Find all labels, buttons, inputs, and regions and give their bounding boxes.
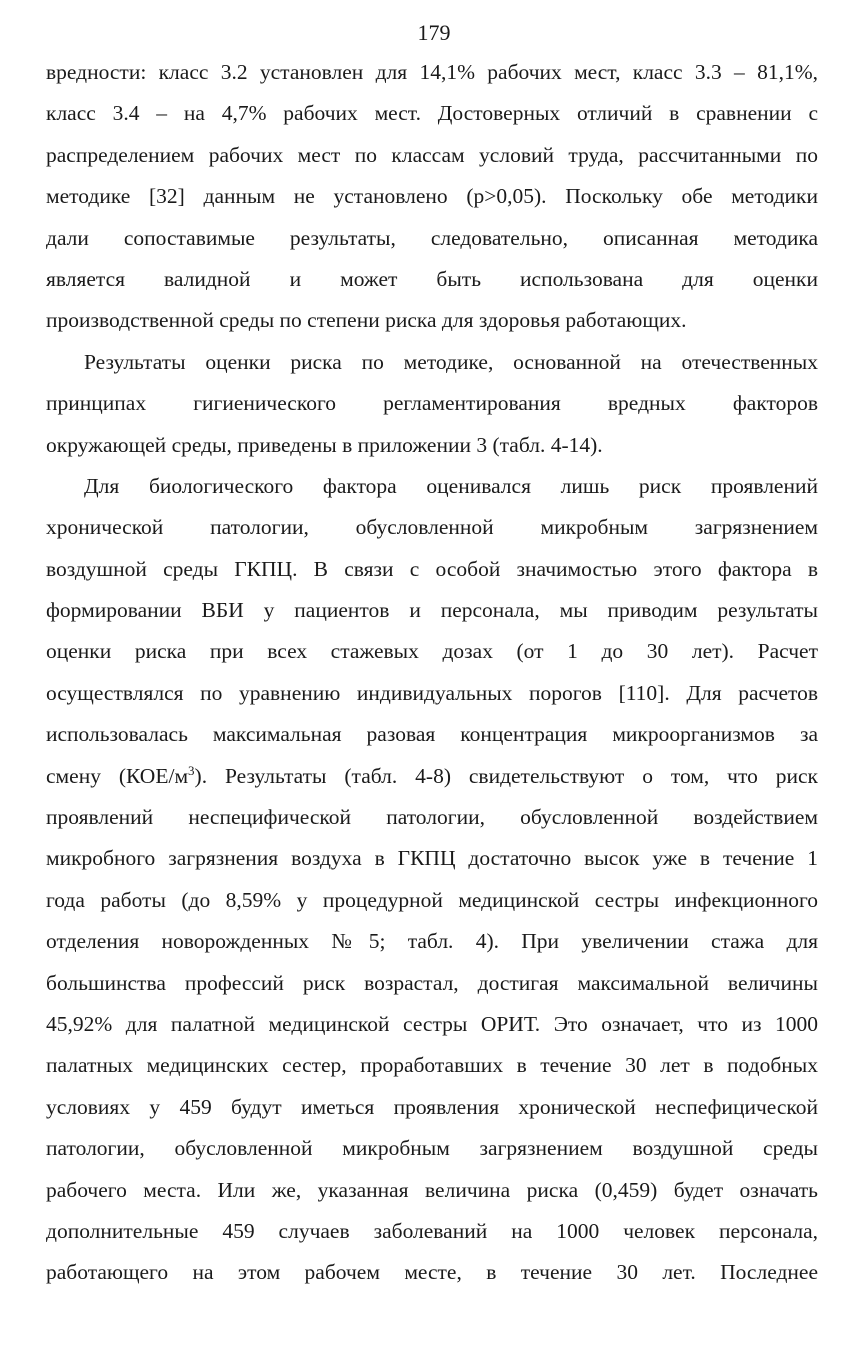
text-line: года работы (до 8,59% у процедурной медицинской сестры инфекционного [46, 887, 818, 912]
text-segment: смену (КОЕ/м [46, 763, 189, 788]
body-text [46, 52, 818, 1294]
text-line: осуществлялся по уравнению индивидуальных порогов [110]. Для расчетов [46, 680, 818, 705]
text-line: дополнительные 459 случаев заболеваний на 1000 человек персонала, [46, 1218, 818, 1243]
text-line: распределением рабочих мест по классам условий труда, рассчитанными по [46, 142, 818, 167]
text-line: производственной среды по степени риска для здоровья работающих. [46, 308, 687, 333]
text-line: микробного загрязнения воздуха в ГКПЦ достаточно высок уже в течение 1 [46, 846, 818, 871]
text-line: принципах гигиенического регламентирования вредных факторов [46, 391, 818, 416]
page-number: 179 [417, 20, 451, 45]
text-line: проявлений неспецифической патологии, обусловленной воздействием [46, 805, 818, 830]
text-line: патологии, обусловленной микробным загрязнением воздушной среды [46, 1136, 818, 1161]
text-line: методике [32] данным не установлено (p>0,05). Поскольку обе методики [46, 184, 818, 209]
text-line: условиях у 459 будут иметься проявления хронической неспефицической [46, 1094, 818, 1119]
superscript: 3 [188, 762, 195, 778]
text-line: класс 3.4 – на 4,7% рабочих мест. Достоверных отличий в сравнении с [46, 101, 818, 126]
text-line: оценки риска при всех стажевых дозах (от 1 до 30 лет). Расчет [46, 639, 818, 664]
text-line: работающего на этом рабочем месте, в течение 30 лет. Последнее [46, 1260, 818, 1285]
text-line: воздушной среды ГКПЦ. В связи с особой значимостью этого фактора в [46, 556, 818, 581]
text-line: хронической патологии, обусловленной микробным загрязнением [46, 515, 818, 540]
text-line: большинства профессий риск возрастал, достигая максимальной величины [46, 970, 818, 995]
text-line [46, 756, 818, 797]
text-line: является валидной и может быть использована для оценки [46, 266, 818, 291]
text-line: палатных медицинских сестер, проработавших в течение 30 лет в подобных [46, 1053, 818, 1078]
text-line: отделения новорожденных №5; табл. 4). При увеличении стажа для [46, 929, 818, 954]
text-line: формировании ВБИ у пациентов и персонала, мы приводим результаты [46, 598, 818, 623]
text-line: окружающей среды, приведены в приложении 3 (табл. 4-14). [46, 432, 603, 457]
text-line: 45,92% для палатной медицинской сестры ОРИТ. Это означает, что из 1000 [46, 1011, 818, 1036]
text-line: Для биологического фактора оценивался лишь риск проявлений [84, 473, 818, 498]
text-line: Результаты оценки риска по методике, основанной на отечественных [84, 349, 818, 374]
text-segment: ). Результаты (табл. 4-8) свидетельствуют о том, что риск [194, 763, 818, 788]
text-line: использовалась максимальная разовая концентрация микроорганизмов за [46, 722, 818, 747]
text-line: вредности: класс 3.2 установлен для 14,1% рабочих мест, класс 3.3 – 81,1%, [46, 60, 818, 84]
text-line: рабочего места. Или же, указанная величина риска (0,459) будет означать [46, 1177, 818, 1202]
text-line: дали сопоставимые результаты, следовательно, описанная методика [46, 225, 818, 250]
